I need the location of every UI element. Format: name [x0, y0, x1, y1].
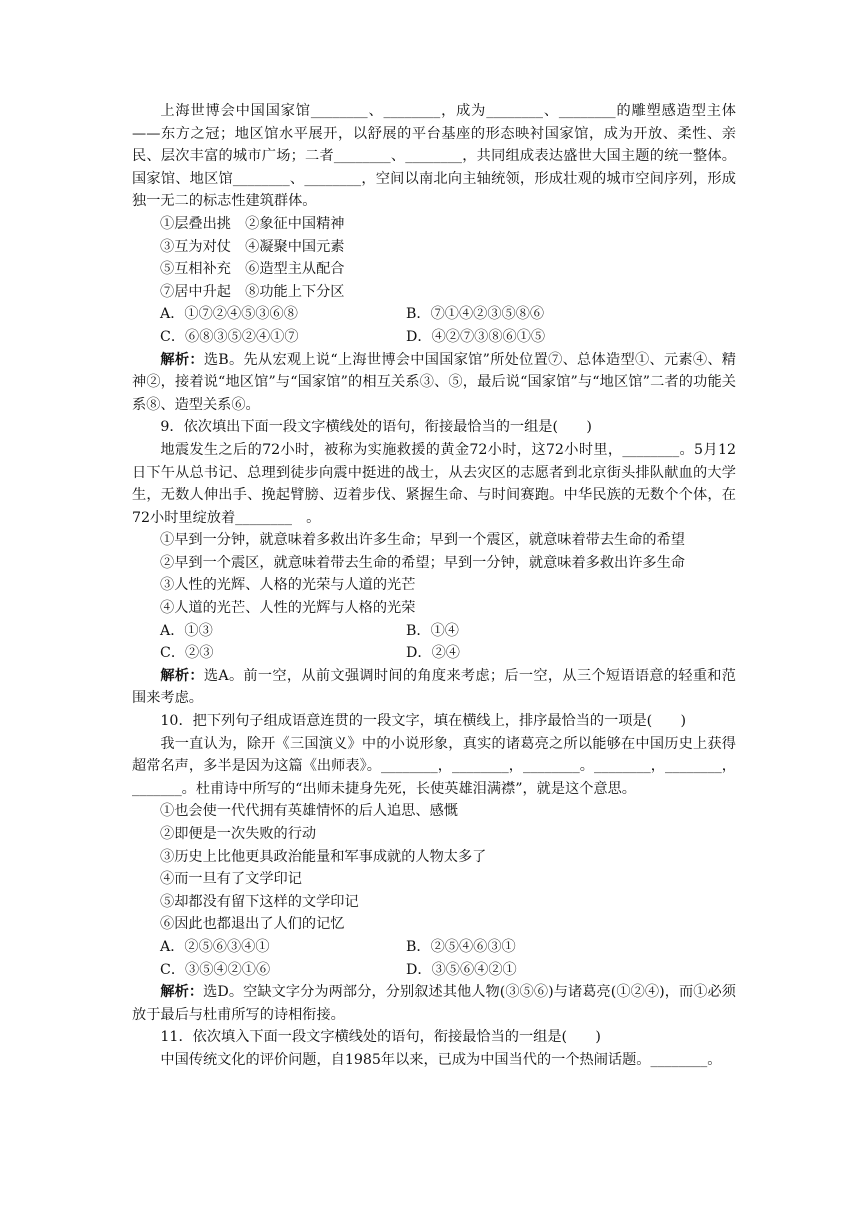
- q10-item: ①也会使一代代拥有英雄情怀的后人追思、感慨: [160, 803, 458, 820]
- q8-options-row: [132, 326, 736, 349]
- q10-item: ②即便是一次失败的行动: [160, 826, 317, 842]
- q10-analysis: [132, 981, 736, 1026]
- analysis-text: 选D。空缺文字分为两部分，分别叙述其他人物(③⑤⑥)与诸葛亮(①②④)，而①必须放于最后与杜甫所写的诗相衔接。: [132, 984, 736, 1023]
- analysis-label: 解析：: [160, 351, 204, 368]
- q10-options-row: [132, 959, 736, 982]
- q9-item: ③人性的光辉、人格的光荣与人道的光芒: [160, 577, 416, 594]
- q10-option-c: C．③⑤④②①⑥: [160, 961, 271, 978]
- q8-options-row: [132, 303, 736, 326]
- q9-item: ②早到一个震区，就意味着带去生命的希望；早到一分钟，就意味着多救出许多生命: [160, 554, 685, 571]
- q8-option-b: B．⑦①④②③⑤⑧⑥: [406, 306, 545, 323]
- q9-option-a: A．①③: [160, 622, 213, 639]
- q9-stem: 9．依次填出下面一段文字横线处的语句，衔接最恰当的一组是( ): [160, 419, 592, 436]
- q11-passage: 中国传统文化的评价问题，自1985年以来，已成为中国当代的一个热闹话题。________。: [160, 1051, 722, 1068]
- q8-option-a: A．①⑦②④⑤③⑥⑧: [160, 306, 298, 323]
- q10-item: ⑤却都没有留下这样的文学印记: [160, 893, 359, 910]
- q10-option-d: D．③⑤⑥④②①: [406, 961, 517, 978]
- q11-stem: 11．依次填入下面一段文字横线处的语句，衔接最恰当的一组是( ): [160, 1029, 601, 1046]
- q10-item: ③历史上比他更具政治能量和军事成就的人物太多了: [160, 848, 487, 865]
- q8-passage: 上海世博会中国国家馆________、________，成为________、________的雕塑感造型主体——东方之冠；地区馆水平展开，以舒展的平台基座的形态映衬国家馆，成为开放、柔性、亲民、层次丰富的城市广场；二者________、________，共同组成表达盛世大国主题的统一整体。国家馆、地区馆________、________，空间以南北向主轴统领，形成壮观的城市空间序列，形成独一无二的标志性建筑群体。: [132, 103, 736, 210]
- q10-option-a: A．②⑤⑥③④①: [160, 938, 270, 955]
- q8-item: ⑤互相补充 ⑥造型主从配合: [160, 261, 345, 278]
- q10-option-b: B．②⑤④⑥③①: [406, 938, 516, 955]
- q10-stem: 10．把下列句子组成语意连贯的一段文字，填在横线上，排序最恰当的一项是( ): [160, 713, 687, 730]
- document-page: [132, 100, 736, 1072]
- q9-options-row: [132, 620, 736, 643]
- q10-item: ④而一旦有了文学印记: [160, 871, 302, 888]
- q9-analysis: [132, 665, 736, 710]
- q9-item: ④人道的光芒、人性的光辉与人格的光荣: [160, 600, 416, 617]
- q9-option-c: C．②③: [160, 645, 214, 662]
- q8-option-c: C．⑥⑧③⑤②④①⑦: [160, 328, 299, 345]
- q8-option-d: D．④②⑦③⑧⑥①⑤: [406, 328, 546, 345]
- analysis-text: 选A。前一空，从前文强调时间的角度来考虑；后一空，从三个短语语意的轻重和范围来考虑。: [132, 667, 736, 707]
- q9-option-d: D．②④: [406, 645, 460, 662]
- q9-item: ①早到一分钟，就意味着多救出许多生命；早到一个震区，就意味着带去生命的希望: [160, 532, 685, 549]
- q10-item: ⑥因此也都退出了人们的记忆: [160, 916, 345, 933]
- q8-item: ③互为对仗 ④凝聚中国元素: [160, 238, 345, 255]
- q10-options-row: [132, 936, 736, 959]
- q8-item: ⑦居中升起 ⑧功能上下分区: [160, 283, 345, 300]
- q9-option-b: B．①④: [406, 622, 459, 639]
- analysis-label: 解析：: [160, 667, 204, 684]
- q9-options-row: [132, 642, 736, 665]
- q8-item: ①层叠出挑 ②象征中国精神: [160, 215, 345, 232]
- q8-analysis: [132, 349, 736, 417]
- analysis-label: 解析：: [160, 984, 204, 1001]
- q9-passage: 地震发生之后的72小时，被称为实施救援的黄金72小时，这72小时里，________。5月12日下午从总书记、总理到徒步向震中挺进的战士，从去灾区的志愿者到北京街头排队献血的大学生，无数人伸出手、挽起臂膀、迈着步伐、紧握生命、与时间赛跑。中华民族的无数个个体，在72小时里绽放着________ 。: [132, 441, 736, 526]
- q10-passage: 我一直认为，除开《三国演义》中的小说形象，真实的诸葛亮之所以能够在中国历史上获得超常名声，多半是因为这篇《出师表》。________，________，________。________，________，_______。杜甫诗中所写的“出师未捷身先死，长使英雄泪满襟”，就是这个意思。: [132, 735, 736, 797]
- analysis-text: 选B。先从宏观上说“上海世博会中国国家馆”所处位置⑦、总体造型①、元素④、精神②，接着说“地区馆”与“国家馆”的相互关系③、⑤，最后说“国家馆”与“地区馆”二者的功能关系⑧、造型关系⑥。: [132, 351, 736, 413]
